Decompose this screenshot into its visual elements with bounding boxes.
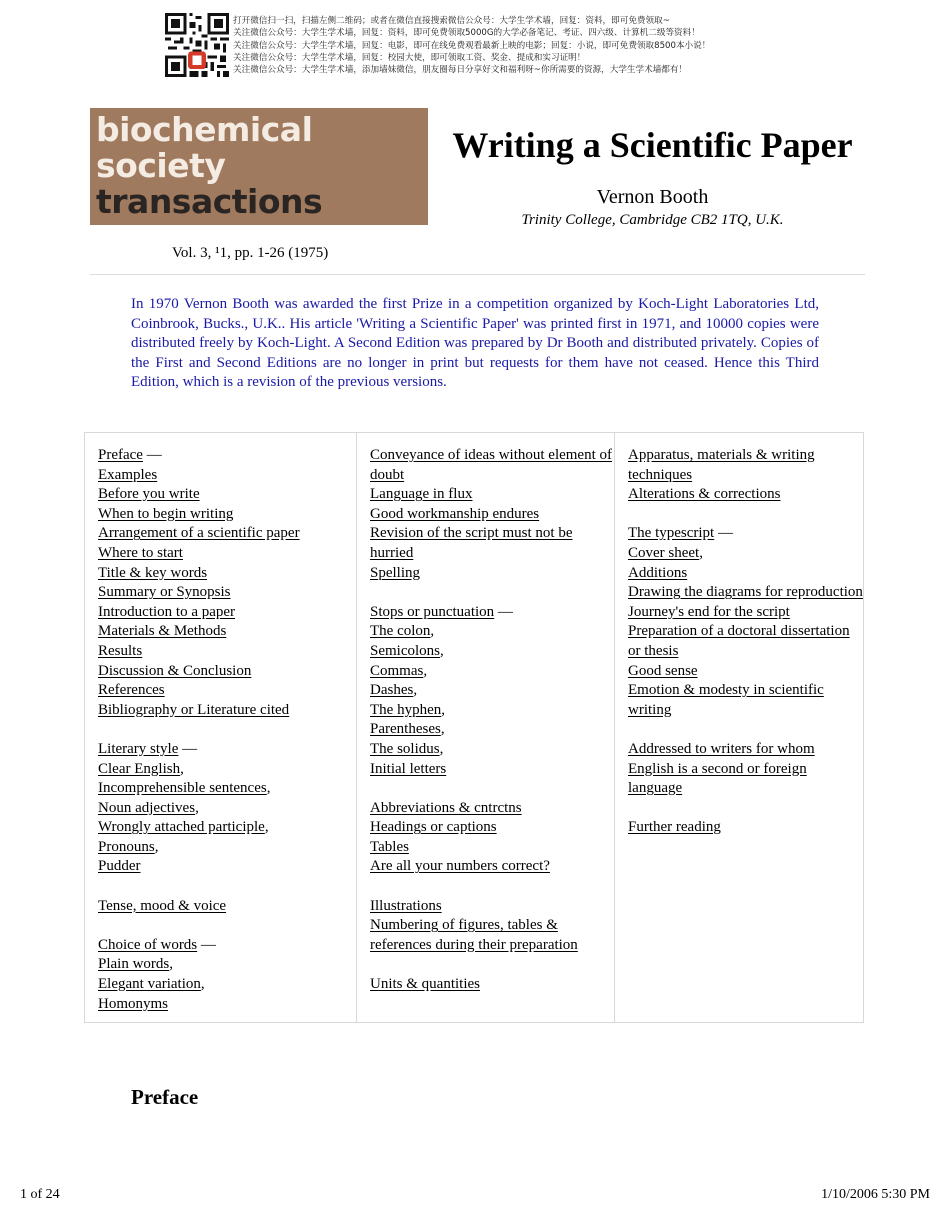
toc-entry [98,701,356,721]
toc-entry [628,818,863,838]
toc-link[interactable]: Drawing the diagrams for reproduction [628,584,863,601]
toc-link[interactable]: Arrangement of a scientific paper [98,525,300,542]
toc-link[interactable]: Wrongly attached participle [98,819,265,836]
toc-link[interactable]: Language in flux [370,486,473,503]
toc-link[interactable]: Homonyms [98,995,169,1012]
toc-link[interactable]: Noun adjectives [98,799,196,816]
toc-link[interactable]: Journey's end for the script [628,603,790,620]
toc-entry [98,681,356,701]
toc-spacer [98,916,356,936]
toc-link[interactable]: Summary or Synopsis [98,584,231,601]
toc-link[interactable]: Preface [98,447,143,463]
toc-spacer [370,955,614,975]
toc-entry [370,603,614,623]
toc-entry [98,799,356,819]
toc-entry [370,857,614,877]
toc-link[interactable]: The solidus [370,740,440,757]
toc-link[interactable]: Commas [370,662,424,679]
toc-entry [628,485,863,505]
toc-suffix: , [200,976,205,993]
logo-line: transactions [96,182,323,221]
toc-spacer [98,720,356,740]
toc-suffix: , [423,662,428,679]
toc-link[interactable]: Tables [370,838,409,855]
toc-link[interactable]: Literary style [98,740,179,757]
toc-entry [628,603,863,623]
toc-link[interactable]: The typescript [628,525,715,542]
toc-column-2 [357,433,615,1022]
toc-link[interactable]: When to begin writing [98,505,234,522]
toc-spacer [98,877,356,897]
toc-entry [98,564,356,584]
toc-entry [628,446,863,485]
toc-entry [370,662,614,682]
toc-entry [98,662,356,682]
toc-link[interactable]: Introduction to a paper [98,603,236,620]
toc-entry [98,466,356,486]
banner-line: 关注微信公众号：大学生学术墙，添加墙妹微信，朋友圈每日分享好文和福利呀~你所需要的资源，大学生学术墙都有！ [233,65,688,76]
toc-entry [628,681,863,720]
toc-spacer [370,877,614,897]
toc-entry [370,799,614,819]
toc-entry [370,720,614,740]
toc-entry [370,838,614,858]
toc-link[interactable]: Pronouns [98,838,155,855]
toc-link[interactable]: Spelling [370,564,421,581]
toc-entry [370,760,614,780]
page-count: 1 of 24 [20,1187,60,1202]
toc-suffix: , [413,682,418,699]
toc-link[interactable]: Results [98,642,143,659]
toc-entry [370,485,614,505]
toc-suffix: — [197,936,216,953]
toc-link[interactable]: Units & quantities [370,976,480,993]
toc-entry [98,505,356,525]
table-of-contents [84,432,864,1023]
toc-suffix: , [180,760,184,777]
toc-link[interactable]: Dashes [370,682,414,699]
toc-link[interactable]: Initial letters [370,760,447,777]
toc-spacer [628,720,863,740]
logo-line: biochemical [96,110,313,149]
banner-line: 关注微信公众号：大学生学术墙，回复：电影，即可在线免费观看最新上映的电影；回复：小说，即可免费领取8500本小说！ [233,40,711,51]
toc-link[interactable]: Title & key words [98,564,208,581]
toc-entry [628,583,863,603]
toc-entry [98,642,356,662]
toc-link[interactable]: Headings or captions [370,819,497,836]
toc-entry [98,760,356,780]
author-affiliation: Trinity College, Cambridge CB2 1TQ, U.K. [521,212,784,228]
toc-entry [98,779,356,799]
toc-spacer [370,779,614,799]
toc-entry [628,564,863,584]
toc-suffix: — [178,740,198,757]
toc-entry [370,897,614,917]
page-title: Writing a Scientific Paper [452,125,853,165]
toc-suffix: — [714,525,733,542]
toc-link[interactable]: Good workmanship endures [370,505,540,522]
author-name: Vernon Booth [596,186,709,208]
toc-entry [370,642,614,662]
toc-spacer [628,505,863,525]
toc-suffix: , [699,544,703,561]
print-datetime: 1/10/2006 5:30 PM [821,1187,930,1202]
promo-banner [165,13,725,77]
section-heading: Preface [131,1085,199,1109]
toc-link[interactable]: Revision of the script must not be hurried [370,525,573,561]
toc-entry [98,995,356,1015]
toc-link[interactable]: Discussion & Conclusion [98,662,252,679]
toc-link[interactable]: Emotion & modesty in scientific writing [628,682,824,718]
toc-link[interactable]: Conveyance of ideas without element of doubt [370,447,613,483]
toc-link[interactable]: Addressed to writers for whom English is a second or foreign language [628,740,815,797]
toc-link[interactable]: Apparatus, materials & writing techniques [628,447,815,483]
toc-entry [628,544,863,564]
toc-link[interactable]: Semicolons [370,642,440,659]
toc-entry [98,897,356,917]
toc-link[interactable]: Numbering of figures, tables & references during their preparation [370,917,578,953]
toc-link[interactable]: Are all your numbers correct? [370,858,550,875]
toc-suffix: , [439,740,444,757]
toc-entry [370,505,614,525]
toc-link[interactable]: References [98,682,165,699]
toc-link[interactable]: Elegant variation [98,976,201,993]
banner-line: 关注微信公众号：大学生学术墙，回复：校园大使，即可领取工资、奖金、提成和实习证明！ [233,52,586,63]
toc-link[interactable]: Clear English [98,760,181,777]
toc-suffix: , [264,819,269,836]
toc-suffix: , [154,838,159,855]
toc-suffix: , [440,721,445,738]
toc-entry [370,622,614,642]
banner-line: 打开微信扫一扫，扫描左侧二维码；或者在微信直接搜索微信公众号：大学生学术墙，回复：资料，即可免费领取~ [233,16,670,26]
toc-link[interactable]: Materials & Methods [98,623,227,640]
toc-entry [98,446,356,466]
toc-entry [98,622,356,642]
toc-link[interactable]: Additions [628,564,688,581]
toc-link[interactable]: Plain words [98,956,170,973]
toc-suffix: , [440,642,444,659]
toc-link[interactable]: Abbreviations & cntrctns [370,799,522,816]
toc-entry [98,818,356,838]
toc-link[interactable]: Before you write [98,486,200,503]
toc-entry [370,446,614,485]
toc-suffix: , [266,780,271,797]
toc-suffix: , [441,701,445,718]
logo-line: society [96,146,226,185]
toc-spacer [370,583,614,603]
toc-suffix: , [195,799,199,816]
toc-entry [370,916,614,955]
toc-link[interactable]: Further reading [628,819,721,836]
toc-suffix: — [142,447,162,463]
toc-suffix: — [494,603,513,620]
toc-link[interactable]: Good sense [628,662,698,679]
toc-entry [370,975,614,995]
toc-entry [628,740,863,799]
toc-link[interactable]: Tense, mood & voice [98,897,227,914]
toc-entry [628,622,863,661]
journal-logo [90,108,428,225]
toc-link[interactable]: Choice of words [98,936,198,953]
toc-link[interactable]: Stops or punctuation [370,603,495,620]
toc-link[interactable]: Alterations & corrections [628,486,781,503]
toc-entry [98,485,356,505]
toc-link[interactable]: Incomprehensible sentences [98,780,267,797]
toc-suffix: , [430,623,435,640]
toc-column-1 [85,433,357,1022]
toc-link[interactable]: The colon [370,623,431,640]
toc-link[interactable]: Preparation of a doctoral dissertation or thesis [628,623,850,659]
toc-link[interactable]: Bibliography or Literature cited [98,701,290,718]
toc-entry [98,524,356,544]
toc-entry [370,681,614,701]
toc-entry [98,936,356,956]
qr-code-icon [165,13,229,77]
toc-link[interactable]: Parentheses [370,721,441,738]
toc-entry [628,662,863,682]
intro-paragraph: In 1970 Vernon Booth was awarded the first Prize in a competition organized by Koch-Light Laboratories Ltd, Coinbrook, Bucks., U.K.. His article 'Writing a Scientific Paper' was printed first in 1971, and 10000 copies were distributed freely by Koch-Light. A Second Edition was prepared by Dr Booth and distributed privately. Copies of the First and Second Editions are no longer in print but requests for them have not ceased. Hence this Third Edition, which is a revision of the previous versions. [131,296,819,391]
toc-link[interactable]: Pudder [98,858,141,875]
toc-entry [98,583,356,603]
toc-entry [370,740,614,760]
banner-text [233,15,710,76]
divider [90,274,865,275]
toc-entry [98,975,356,995]
volume-info: Vol. 3, ¹1, pp. 1-26 (1975) [172,245,329,261]
toc-entry [98,544,356,564]
toc-entry [98,838,356,858]
toc-suffix: , [169,956,173,973]
banner-line: 关注微信公众号：大学生学术墙，回复：资料，即可免费领取5000G的大学必备笔记、考证、四六级、计算机二级等资料！ [233,28,700,39]
toc-spacer [628,799,863,819]
toc-entry [370,564,614,584]
toc-entry [98,955,356,975]
toc-entry [98,857,356,877]
toc-entry [370,524,614,563]
toc-column-3 [615,433,863,1022]
toc-link[interactable]: Examples [98,466,158,483]
toc-link[interactable]: Where to start [98,544,183,561]
toc-link[interactable]: The hyphen [370,701,442,718]
toc-link[interactable]: Cover sheet [628,544,700,561]
toc-entry [370,701,614,721]
toc-entry [98,603,356,623]
toc-entry [628,524,863,544]
toc-entry [98,740,356,760]
toc-entry [370,818,614,838]
toc-link[interactable]: Illustrations [370,897,442,914]
